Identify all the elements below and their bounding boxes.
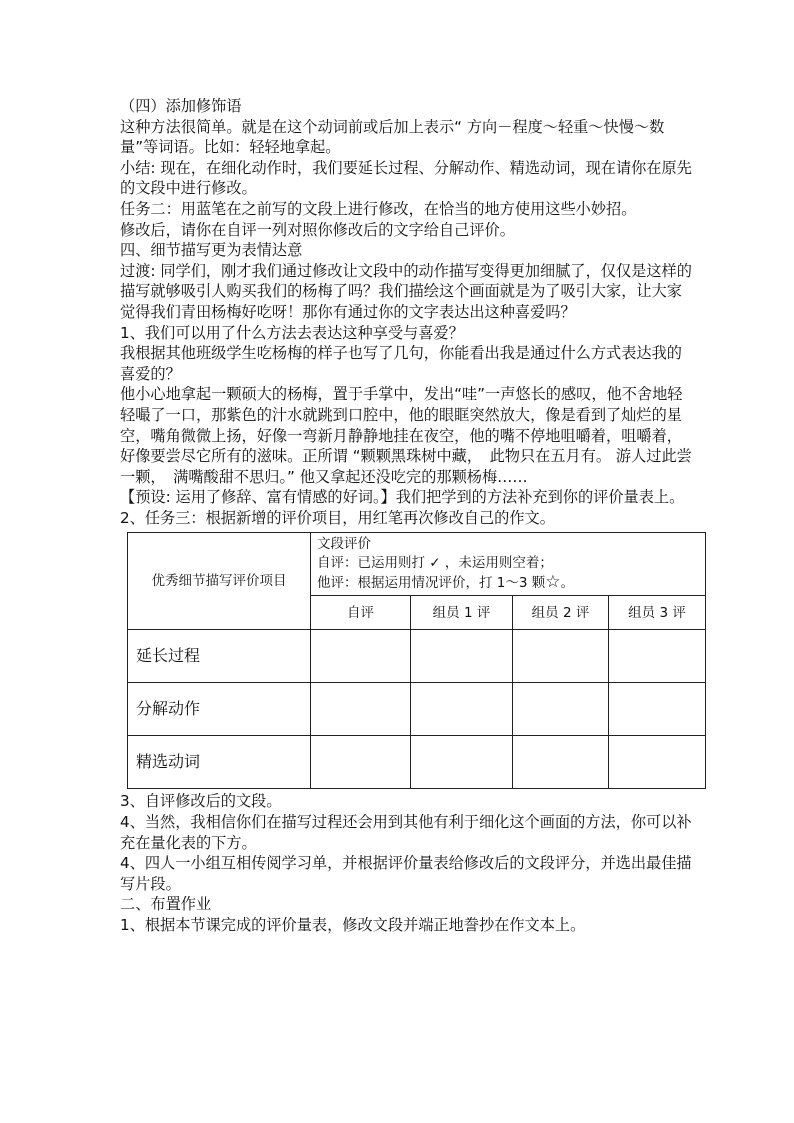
table-cell[interactable] — [411, 683, 513, 736]
paragraph-question-one: 1、我们可以用了什么方法去表达这种享受与喜爱？ — [120, 323, 464, 342]
table-cell[interactable] — [411, 630, 513, 683]
column-header-self: 自评 — [311, 596, 411, 630]
column-header-member-3: 组员 3 评 — [609, 596, 706, 630]
paragraph-step-four-supplement: 4、当然，我相信你们在描写过程还会用到其他有利于细化这个画面的方法，你可以补充在量化表的下方。 — [120, 813, 692, 852]
paragraph-method-intro: 这种方法很简单。就是在这个动词前或后加上表示“ 方向－程度～轻重～快慢～数量”等词语。比如：轻轻地拿起。 — [120, 117, 665, 157]
heading-section-four: 四、细节描写更为表情达意 — [120, 241, 303, 260]
table-row — [128, 736, 706, 789]
table-cell[interactable] — [513, 736, 609, 789]
header-criteria-label: 优秀细节描写评价项目 — [128, 533, 311, 630]
row-label-extend-process: 延长过程 — [128, 630, 311, 683]
star-icon: ☆ — [545, 572, 561, 593]
column-header-member-2: 组员 2 评 — [513, 596, 609, 630]
table-cell[interactable] — [609, 630, 706, 683]
table-row — [128, 683, 706, 736]
paragraph-self-review: 修改后，请你在自评一列对照你修改后的文字给自己评价。 — [120, 220, 515, 239]
row-label-decompose-action: 分解动作 — [128, 683, 311, 736]
column-header-member-1: 组员 1 评 — [411, 596, 513, 630]
peer-rule-end: 。 — [560, 575, 575, 592]
paragraph-task-two: 任务二：用蓝笔在之前写的文段上进行修改，在恰当的地方使用这些小妙招。 — [120, 199, 637, 218]
evaluation-table-wrapper — [127, 532, 692, 789]
table-cell[interactable] — [609, 683, 706, 736]
evaluation-table — [127, 532, 706, 789]
paragraph-example-text: 他小心地拿起一颗硕大的杨梅，置于手掌中，发出“哇”一声悠长的感叹，他不舍地轻轻嘬了一口，那紫色的汁水就跳到口腔中，他的眼眶突然放大，像是看到了灿烂的星空，嘴角微微上扬，好像一弯新月静静地挂在夜空，他的嘴不停地咀嚼着，咀嚼着，好像要尝尽它所有的滋味。正所谓 “颗颗黑珠树中藏， 此物只在五月有。 游人过此尝一颗， 满嘴酸甜不思归。” 他又拿起还没吃完的那颗杨梅…… — [120, 385, 692, 486]
paragraph-task-three: 2、任务三：根据新增的评价项目，用红笔再次修改自己的作文。 — [120, 508, 555, 527]
table-cell[interactable] — [311, 630, 411, 683]
peer-evaluation-rule — [317, 573, 699, 593]
table-header-row — [128, 533, 706, 596]
heading-add-modifiers: （四）添加修饰语 — [120, 97, 242, 115]
paragraph-transition: 过渡: 同学们，刚才我们通过修改让文段中的动作描写变得更加细腻了，仅仅是这样的描写就够吸引人购买我们的杨梅了吗？我们描绘这个画面就是为了吸引大家，让大家觉得我们青田杨梅好吃呀！那你有通过你的文字表达出这种喜爱吗？ — [120, 261, 692, 321]
peer-rule-text: 他评：根据运用情况评价，打 1～3 颗 — [317, 575, 546, 592]
table-cell[interactable] — [513, 630, 609, 683]
table-cell[interactable] — [411, 736, 513, 789]
paragraph-example-intro: 我根据其他班级学生吃杨梅的样子也写了几句，你能看出我是通过什么方式表达我的喜爱的？ — [120, 344, 682, 383]
table-row — [128, 630, 706, 683]
paragraph-step-four-group: 4、四人一小组互相传阅学习单，并根据评价量表给修改后的文段评分，并选出最佳描写片段。 — [120, 854, 692, 893]
heading-homework: 二、布置作业 — [120, 895, 212, 914]
table-cell[interactable] — [609, 736, 706, 789]
row-label-select-verbs: 精选动词 — [128, 736, 311, 789]
paragraph-summary: 小结: 现在，在细化动作时，我们要延长过程、分解动作、精选动词，现在请你在原先的文段中进行修改。 — [120, 158, 692, 198]
paragraph-homework-one: 1、根据本节课完成的评价量表，修改文段并端正地誊抄在作文本上。 — [120, 916, 586, 935]
table-cell[interactable] — [311, 683, 411, 736]
paragraph-step-three: 3、自评修改后的文段。 — [120, 792, 282, 811]
self-evaluation-rule: 自评：已运用则打 ✓ ，未运用则空着； — [317, 555, 553, 572]
document-body — [120, 96, 692, 936]
header-evaluation-title: 文段评价 — [317, 536, 371, 553]
header-evaluation-info — [311, 533, 706, 596]
paragraph-preset: 【预设: 运用了修辞、富有情感的好词。】我们把学到的方法补充到你的评价量表上。 — [120, 488, 685, 507]
table-cell[interactable] — [311, 736, 411, 789]
table-cell[interactable] — [513, 683, 609, 736]
